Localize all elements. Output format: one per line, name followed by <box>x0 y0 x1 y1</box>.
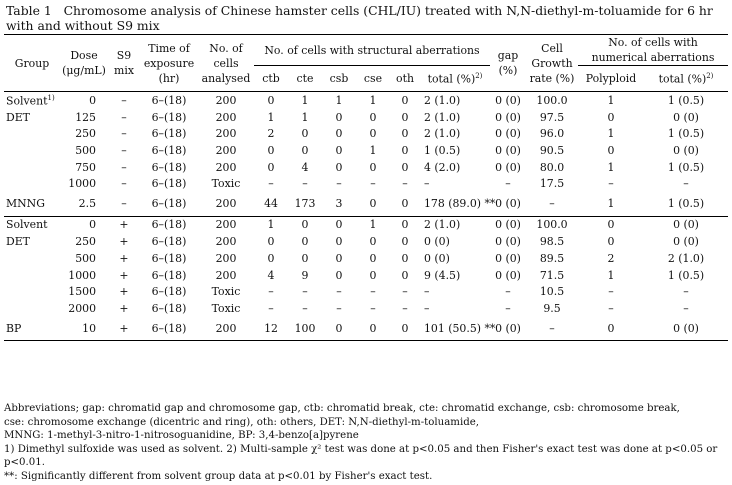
cell-oth: 0 <box>401 93 409 107</box>
table-row <box>4 267 728 284</box>
cell-ntotal: – <box>683 285 689 299</box>
header-s9: S9 mix <box>108 35 140 92</box>
cell-total: 2 (1.0) <box>424 110 461 124</box>
cell-ntotal: 0 (0) <box>644 216 728 233</box>
cell-dose: 250 <box>75 127 96 141</box>
cell-cells: 200 <box>215 143 237 157</box>
cell-total: 9 (4.5) <box>424 268 461 282</box>
subheader-oth: oth <box>390 66 420 92</box>
cell-growth: 98.5 <box>539 235 565 249</box>
cell-poly: – <box>608 285 614 299</box>
cell-ntotal: 0 (0) <box>673 110 699 124</box>
table-section-without-s9 <box>4 92 728 217</box>
cell-s9: – <box>121 143 127 157</box>
cell-growth: 9.5 <box>543 301 561 315</box>
cell-ctb: 0 <box>267 251 275 265</box>
cell-s9: – <box>121 93 127 107</box>
cell-s9: + <box>108 317 140 341</box>
cell-growth: 10.5 <box>539 285 565 299</box>
cell-growth: – <box>526 317 578 341</box>
cell-cells: 200 <box>215 235 237 249</box>
cell-gap: – <box>505 301 511 315</box>
cell-gap: 0 (0) <box>495 127 521 141</box>
cell-poly: 1 <box>607 127 615 141</box>
table-row <box>4 125 728 142</box>
note-line: cse: chromosome exchange (dicentric and ring), oth: others, DET: N,N-diethyl-m-toluamide, <box>4 416 479 428</box>
cell-poly: 1 <box>607 93 615 107</box>
cell-time: 6–(18) <box>151 177 187 191</box>
cell-cse: 0 <box>356 317 390 341</box>
cell-gap: 0 (0) <box>495 143 521 157</box>
cell-time: 6–(18) <box>151 143 187 157</box>
cell-total: 178 (89.0) ** <box>424 197 496 211</box>
cell-cte: – <box>302 301 308 315</box>
cell-dose: 10 <box>60 317 108 341</box>
header-group: Group <box>4 35 60 92</box>
cell-group: DET <box>6 235 30 249</box>
cell-oth: 0 <box>401 268 409 282</box>
header-structural: No. of cells with structural aberrations <box>254 35 490 66</box>
cell-total: 4 (2.0) <box>424 160 461 174</box>
table-row <box>4 92 728 109</box>
table-row <box>4 233 728 250</box>
cell-group <box>4 125 60 142</box>
cell-time: 6–(18) <box>151 268 187 282</box>
note-line: Abbreviations; gap: chromatid gap and chromosome gap, ctb: chromatid break, cte: chromatid exchange, csb: chromosome break, <box>4 403 680 414</box>
cell-csb: 0 <box>335 268 343 282</box>
cell-csb: 1 <box>335 93 343 107</box>
cell-gap: – <box>505 285 511 299</box>
cell-cse: 0 <box>369 127 377 141</box>
cell-ntotal: 0 (0) <box>673 143 699 157</box>
cell-total: 2 (1.0) <box>424 93 461 107</box>
cell-poly: 0 <box>578 317 644 341</box>
cell-cells: 200 <box>198 317 254 341</box>
cell-poly: 2 <box>607 251 615 265</box>
cell-ctb: 1 <box>254 216 288 233</box>
cell-gap: 0 (0) <box>495 110 521 124</box>
cell-oth: 0 <box>401 235 409 249</box>
cell-growth: 100.0 <box>536 93 568 107</box>
cell-gap: 0 (0) <box>495 160 521 174</box>
cell-poly: 0 <box>607 110 615 124</box>
subheader-cse: cse <box>356 66 390 92</box>
cell-growth: 96.0 <box>539 127 565 141</box>
table-row <box>4 175 728 192</box>
cell-dose: 0 <box>60 216 108 233</box>
cell-s9: + <box>119 285 129 299</box>
cell-oth: 0 <box>390 216 420 233</box>
cell-cte: 0 <box>301 235 309 249</box>
cell-s9: + <box>119 268 129 282</box>
note-line: p<0.01. <box>4 457 45 468</box>
cell-ctb: 2 <box>267 127 275 141</box>
chromosome-table <box>4 34 728 341</box>
cell-oth: 0 <box>401 110 409 124</box>
cell-cells: 200 <box>215 251 237 265</box>
cell-poly: – <box>608 177 614 191</box>
cell-total: – <box>424 177 430 191</box>
cell-cse: – <box>370 301 376 315</box>
subheader-ctb: ctb <box>254 66 288 92</box>
header-growth: Cell Growth rate (%) <box>526 35 578 92</box>
cell-s9: – <box>121 110 127 124</box>
cell-dose: 2000 <box>68 301 96 315</box>
subheader-polyploid: Polyploid <box>578 66 644 92</box>
cell-time: 6–(18) <box>140 216 198 233</box>
cell-time: 6–(18) <box>151 197 187 211</box>
cell-group <box>4 142 60 159</box>
cell-total: 101 (50.5) ** <box>420 317 490 341</box>
cell-group: Solvent <box>4 216 60 233</box>
subheader-csb: csb <box>322 66 356 92</box>
cell-cse: 1 <box>369 143 377 157</box>
cell-time: 6–(18) <box>151 110 187 124</box>
cell-gap: 0 (0) <box>495 268 521 282</box>
cell-growth: – <box>549 197 555 211</box>
cell-oth: 0 <box>401 197 409 211</box>
cell-group <box>4 283 60 300</box>
cell-growth: 80.0 <box>539 160 565 174</box>
caption-text: Chromosome analysis of Chinese hamster cells (CHL/IU) treated with N,N-diethyl-m-toluamide for 6 hr with and without S9 mix <box>6 3 713 33</box>
cell-time: 6–(18) <box>151 160 187 174</box>
cell-poly: 1 <box>607 197 615 211</box>
table-row <box>4 250 728 267</box>
cell-time: 6–(18) <box>151 127 187 141</box>
table-row <box>4 142 728 159</box>
cell-s9: + <box>119 301 129 315</box>
cell-poly: 1 <box>607 160 615 174</box>
caption-prefix: Table 1 <box>6 3 52 18</box>
cell-gap: 0 (0) <box>495 251 521 265</box>
cell-oth: 0 <box>401 160 409 174</box>
cell-cse: – <box>370 177 376 191</box>
cell-ctb: 0 <box>267 93 275 107</box>
cell-dose: 2.5 <box>78 197 96 211</box>
cell-gap: 0 (0) <box>495 93 521 107</box>
cell-cte: 0 <box>301 143 309 157</box>
subheader-numerical-total: total (%)$^{2)}$ <box>644 66 728 92</box>
cell-group <box>4 175 60 192</box>
cell-growth: 100.0 <box>526 216 578 233</box>
note-line: 1) Dimethyl sulfoxide was used as solvent. 2) Multi-sample χ² test was done at p<0.05 and then Fisher's exact test was done at p<0.05 or <box>4 443 718 455</box>
cell-poly: – <box>608 301 614 315</box>
cell-gap: 0 (0) <box>490 317 526 341</box>
cell-dose: 750 <box>75 160 96 174</box>
cell-csb: 0 <box>335 235 343 249</box>
cell-oth: 0 <box>390 317 420 341</box>
cell-cells: 200 <box>215 160 237 174</box>
cell-cte: 173 <box>294 197 316 211</box>
table-section-with-s9 <box>4 216 728 341</box>
cell-ctb: 0 <box>267 160 275 174</box>
cell-ntotal: – <box>683 177 689 191</box>
cell-csb: – <box>336 301 342 315</box>
cell-ntotal: 1 (0.5) <box>667 268 705 282</box>
cell-ctb: – <box>268 301 274 315</box>
cell-cells: Toxic <box>211 177 241 191</box>
header-numerical: No. of cells with numerical aberrations <box>578 35 728 66</box>
cell-dose: 250 <box>75 235 96 249</box>
cell-dose: 1000 <box>68 177 96 191</box>
cell-group: MNNG <box>6 197 45 211</box>
cell-time: 6–(18) <box>151 285 187 299</box>
note-line: MNNG: 1-methyl-3-nitro-1-nitrosoguanidine, BP: 3,4-benzo[a]pyrene <box>4 430 359 441</box>
cell-ntotal: 1 (0.5) <box>667 197 705 211</box>
cell-oth: – <box>402 285 408 299</box>
cell-cte: 0 <box>301 127 309 141</box>
cell-csb: 3 <box>335 197 343 211</box>
cell-poly: 0 <box>578 216 644 233</box>
cell-cte: 9 <box>301 268 309 282</box>
cell-ntotal: 0 (0) <box>673 235 699 249</box>
cell-oth: – <box>402 177 408 191</box>
cell-csb: 0 <box>335 143 343 157</box>
cell-cte: 4 <box>301 160 309 174</box>
subheader-total: total (%)$^{2)}$ <box>420 66 490 92</box>
cell-cse: 0 <box>369 251 377 265</box>
cell-csb: 0 <box>335 110 343 124</box>
cell-poly: 1 <box>607 268 615 282</box>
cell-cells: 200 <box>198 216 254 233</box>
cell-cte: 0 <box>288 216 322 233</box>
cell-group <box>4 300 60 317</box>
cell-ctb: 0 <box>267 143 275 157</box>
cell-dose: 1000 <box>68 268 96 282</box>
cell-gap: – <box>505 177 511 191</box>
cell-dose: 0 <box>89 93 96 107</box>
cell-time: 6–(18) <box>151 93 187 107</box>
cell-dose: 125 <box>75 110 96 124</box>
cell-csb: – <box>336 285 342 299</box>
cell-cells: Toxic <box>211 285 241 299</box>
cell-csb: – <box>336 177 342 191</box>
cell-total: 2 (1.0) <box>424 127 461 141</box>
cell-group: Solvent$^{1)}$ <box>6 93 55 108</box>
cell-ctb: 12 <box>254 317 288 341</box>
cell-ntotal: 1 (0.5) <box>667 93 705 107</box>
cell-cte: 100 <box>288 317 322 341</box>
cell-cells: 200 <box>215 268 237 282</box>
cell-s9: + <box>108 216 140 233</box>
cell-s9: – <box>121 197 127 211</box>
table-row <box>4 109 728 126</box>
header-time: Time of exposure (hr) <box>140 35 198 92</box>
cell-total: 2 (1.0) <box>420 216 490 233</box>
cell-group: BP <box>4 317 60 341</box>
cell-oth: 0 <box>401 143 409 157</box>
cell-csb: 0 <box>322 317 356 341</box>
cell-csb: 0 <box>322 216 356 233</box>
cell-ctb: 1 <box>267 110 275 124</box>
cell-cells: Toxic <box>211 301 241 315</box>
cell-cse: 0 <box>369 110 377 124</box>
cell-cells: 200 <box>215 110 237 124</box>
table-notes <box>4 402 730 483</box>
table-row <box>4 216 728 233</box>
header-cells: No. of cells analysed <box>198 35 254 92</box>
cell-cse: 1 <box>369 93 377 107</box>
cell-ctb: – <box>268 177 274 191</box>
cell-csb: 0 <box>335 251 343 265</box>
cell-dose: 500 <box>75 143 96 157</box>
table-row <box>4 159 728 176</box>
cell-ntotal: 1 (0.5) <box>667 160 705 174</box>
cell-cse: 0 <box>369 268 377 282</box>
cell-growth: 89.5 <box>539 251 565 265</box>
cell-cte: 0 <box>301 251 309 265</box>
table-row <box>4 192 728 216</box>
cell-cse: 1 <box>356 216 390 233</box>
cell-oth: 0 <box>401 251 409 265</box>
cell-total: – <box>424 301 430 315</box>
cell-oth: 0 <box>401 127 409 141</box>
cell-cse: 0 <box>369 197 377 211</box>
cell-ctb: 44 <box>264 197 278 211</box>
cell-csb: 0 <box>335 160 343 174</box>
table-row <box>4 300 728 317</box>
note-line: **: Significantly different from solvent group data at p<0.01 by Fisher's exact test. <box>4 470 433 482</box>
cell-growth: 90.5 <box>539 143 565 157</box>
cell-cte: 1 <box>301 93 309 107</box>
cell-cells: 200 <box>215 197 237 211</box>
cell-dose: 500 <box>75 251 96 265</box>
cell-total: 0 (0) <box>424 251 450 265</box>
cell-cte: 1 <box>301 110 309 124</box>
cell-gap: 0 (0) <box>495 235 521 249</box>
cell-gap: 0 (0) <box>490 216 526 233</box>
cell-group: DET <box>6 110 30 124</box>
cell-poly: 0 <box>607 235 615 249</box>
cell-group <box>4 250 60 267</box>
cell-ntotal: – <box>683 301 689 315</box>
cell-cte: – <box>302 177 308 191</box>
cell-ntotal: 2 (1.0) <box>667 251 705 265</box>
cell-total: – <box>424 285 430 299</box>
cell-cse: 0 <box>369 235 377 249</box>
cell-cells: 200 <box>215 93 237 107</box>
cell-time: 6–(18) <box>151 251 187 265</box>
cell-cse: – <box>370 285 376 299</box>
header-dose: Dose (μg/mL) <box>60 35 108 92</box>
cell-growth: 17.5 <box>539 177 565 191</box>
cell-dose: 1500 <box>68 285 96 299</box>
cell-s9: – <box>121 160 127 174</box>
cell-total: 1 (0.5) <box>424 143 461 157</box>
cell-poly: 0 <box>607 143 615 157</box>
cell-group <box>4 267 60 284</box>
cell-ctb: – <box>268 285 274 299</box>
cell-group <box>4 159 60 176</box>
cell-s9: + <box>119 235 129 249</box>
cell-cse: 0 <box>369 160 377 174</box>
table-row <box>4 317 728 341</box>
cell-total: 0 (0) <box>424 235 450 249</box>
cell-s9: – <box>121 127 127 141</box>
cell-time: 6–(18) <box>140 317 198 341</box>
table-caption <box>6 3 726 33</box>
cell-ctb: 0 <box>267 235 275 249</box>
cell-s9: + <box>119 251 129 265</box>
cell-ctb: 4 <box>267 268 275 282</box>
cell-ntotal: 1 (0.5) <box>667 127 705 141</box>
cell-ntotal: 0 (0) <box>644 317 728 341</box>
cell-csb: 0 <box>335 127 343 141</box>
cell-cte: – <box>302 285 308 299</box>
cell-time: 6–(18) <box>151 301 187 315</box>
cell-gap: 0 (0) <box>495 197 521 211</box>
cell-growth: 97.5 <box>539 110 565 124</box>
cell-growth: 71.5 <box>539 268 565 282</box>
cell-s9: – <box>121 177 127 191</box>
cell-oth: – <box>402 301 408 315</box>
cell-time: 6–(18) <box>151 235 187 249</box>
cell-cells: 200 <box>215 127 237 141</box>
subheader-cte: cte <box>288 66 322 92</box>
table-row <box>4 283 728 300</box>
header-gap: gap (%) <box>490 35 526 92</box>
